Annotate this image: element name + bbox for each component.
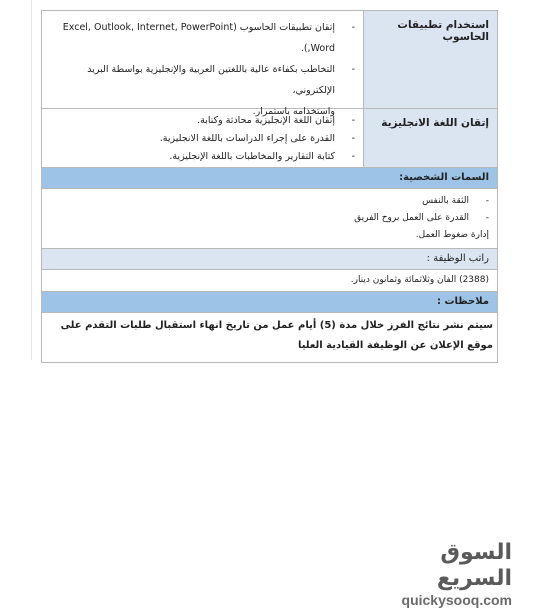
english-skill-1: إتقان اللغة الإنجليزية محادثة وكتابة. (197, 115, 335, 126)
notes-text: سيتم نشر نتائج الفرز خلال مدة (5) أيام عمل من تاريخ انهاء استقبال طلبات التقدم على موقع الإعلان عن الوظيفة القيادية العليا (41, 313, 498, 363)
watermark-arabic: السوق السريع (436, 540, 512, 591)
bullet-icon: - (485, 196, 489, 206)
bullet-icon: - (351, 22, 355, 33)
watermark-latin: quickysooq.com (401, 592, 512, 608)
computer-skills-label: استخدام تطبيقات الحاسوب (363, 11, 497, 108)
computer-skills-content (42, 11, 363, 117)
computer-skill-2: التخاطب بكفاءة عالية باللغتين العربية والإنجليزية بواسطة البريد الإلكتروني، (87, 64, 335, 96)
bullet-icon: - (351, 64, 355, 75)
salary-header: راتب الوظيفة : (41, 249, 498, 270)
personal-traits-header: السمات الشخصية: (41, 168, 498, 189)
bullet-icon: - (351, 115, 355, 126)
computer-skill-3: واستخدامه باستمرار. (252, 106, 335, 117)
bullet-icon: - (351, 151, 355, 162)
list-item (50, 148, 355, 166)
salary-value: (2388) الفان وثلاثمائة وثمانون دينار. (41, 270, 498, 292)
page-edge-line (31, 0, 32, 360)
english-skills-row (41, 109, 498, 168)
bullet-icon: - (351, 133, 355, 144)
site-watermark-logo (392, 540, 512, 608)
list-item (50, 193, 489, 210)
job-description-document (41, 10, 498, 363)
bullet-icon: - (485, 213, 489, 223)
list-item (50, 210, 489, 227)
computer-skills-row (41, 10, 498, 117)
trait-3: إدارة ضغوط العمل. (415, 230, 489, 240)
list-item (50, 59, 355, 101)
english-skills-label: إتقان اللغة الانجليزية (363, 109, 497, 167)
english-skill-2: القدرة على إجراء الدراسات باللغة الانجليزية. (159, 133, 335, 144)
trait-2: القدرة على العمل بروح الفريق (354, 213, 469, 223)
list-item (50, 227, 489, 244)
list-item (50, 17, 355, 59)
list-item (50, 130, 355, 148)
computer-skill-1: إتقان تطبيقات الحاسوب (Excel, Outlook, Internet, PowerPoint ,Word). (62, 22, 335, 54)
list-item (50, 112, 355, 130)
notes-header: ملاحظات : (41, 292, 498, 313)
personal-traits-body (41, 189, 498, 249)
english-skill-3: كتابة التقارير والمخاطبات باللغة الإنجليزية. (169, 151, 335, 162)
english-skills-content (42, 109, 363, 167)
trait-1: الثقة بالنفس (422, 196, 469, 206)
